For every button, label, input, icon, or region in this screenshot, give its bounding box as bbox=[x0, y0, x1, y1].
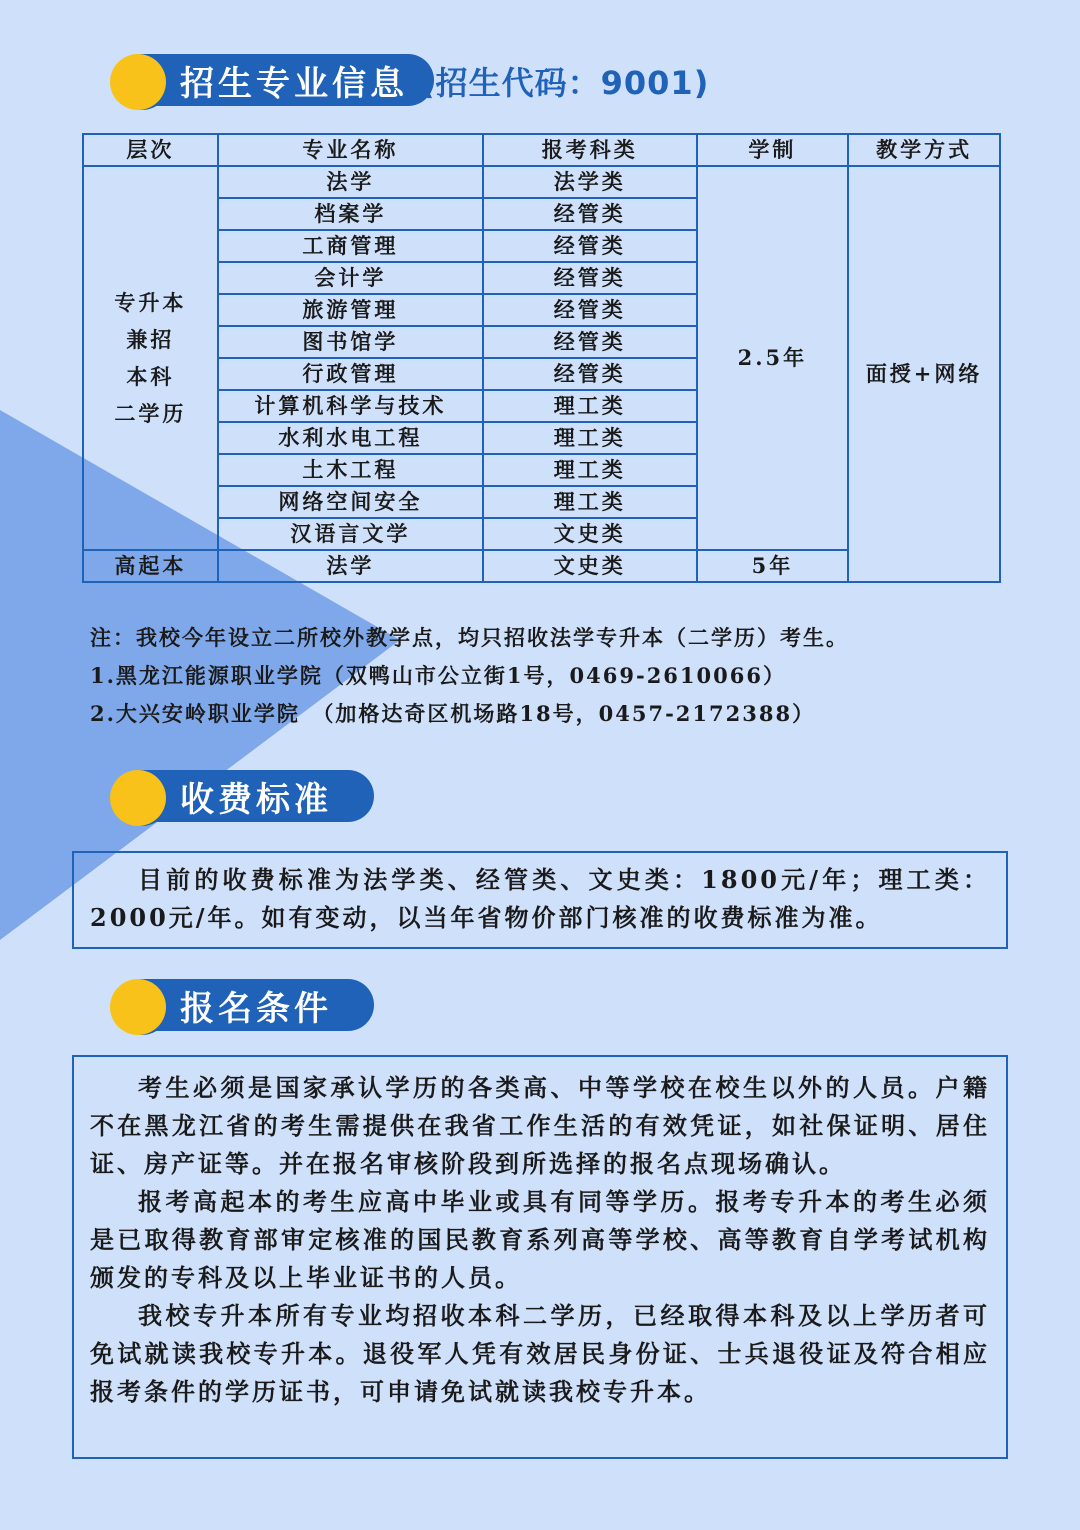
note-location-2: 2.大兴安岭职业学院 （加格达奇区机场路18号，0457-2172388） bbox=[90, 701, 816, 726]
major-cell: 会计学 bbox=[218, 262, 483, 294]
requirements-paragraph-1: 考生必须是国家承认学历的各类高、中等学校在校生以外的人员。户籍不在黑龙江省的考生需提供在我省工作生活的有效凭证，如社保证明、居住证、房产证等。并在报名审核阶段到所选择的报名点现场确认。 bbox=[90, 1073, 990, 1178]
note-location-1: 1.黑龙江能源职业学院（双鸭山市公立街1号，0469-2610066） bbox=[90, 663, 786, 688]
category-cell: 理工类 bbox=[483, 454, 696, 486]
note-line: 注：我校今年设立二所校外教学点，均只招收法学专升本（二学历）考生。 bbox=[90, 625, 849, 650]
category-cell: 文史类 bbox=[483, 518, 696, 550]
major-cell: 计算机科学与技术 bbox=[218, 390, 483, 422]
category-cell: 经管类 bbox=[483, 358, 696, 390]
major-cell: 图书馆学 bbox=[218, 326, 483, 358]
section-title: 报名条件 bbox=[140, 979, 374, 1031]
majors-table bbox=[82, 133, 1001, 583]
duration-cell: 2.5年 bbox=[697, 166, 849, 550]
category-cell: 经管类 bbox=[483, 230, 696, 262]
category-cell: 理工类 bbox=[483, 390, 696, 422]
major-cell: 行政管理 bbox=[218, 358, 483, 390]
category-cell: 法学类 bbox=[483, 166, 696, 198]
category-cell: 经管类 bbox=[483, 326, 696, 358]
table-body bbox=[83, 166, 1000, 582]
major-cell: 档案学 bbox=[218, 198, 483, 230]
bullet-circle-icon bbox=[110, 770, 166, 826]
header-teaching-mode: 教学方式 bbox=[848, 134, 1000, 166]
major-cell: 网络空间安全 bbox=[218, 486, 483, 518]
duration-cell: 5年 bbox=[697, 550, 849, 582]
section-header-majors bbox=[110, 54, 710, 110]
table-row bbox=[83, 166, 1000, 198]
category-cell: 理工类 bbox=[483, 422, 696, 454]
bullet-circle-icon bbox=[110, 979, 166, 1035]
level-cell: 高起本 bbox=[83, 550, 218, 582]
requirements-box bbox=[72, 1055, 1008, 1459]
major-cell: 法学 bbox=[218, 550, 483, 582]
header-duration: 学制 bbox=[697, 134, 849, 166]
requirements-paragraph-3: 我校专升本所有专业均招收本科二学历，已经取得本科及以上学历者可免试就读我校专升本。退役军人凭有效居民身份证、士兵退役证及符合相应报考条件的学历证书，可申请免试就读我校专升本。 bbox=[90, 1301, 990, 1406]
level-cell bbox=[83, 166, 218, 550]
requirements-paragraph-2: 报考高起本的考生应高中毕业或具有同等学历。报考专升本的考生必须是已取得教育部审定核准的国民教育系列高等学校、高等教育自学考试机构颁发的专科及以上毕业证书的人员。 bbox=[90, 1187, 990, 1292]
major-cell: 土木工程 bbox=[218, 454, 483, 486]
teaching-mode-cell: 面授+网络 bbox=[848, 166, 1000, 582]
fees-text: 目前的收费标准为法学类、经管类、文史类：1800元/年；理工类：2000元/年。如有变动，以当年省物价部门核准的收费标准为准。 bbox=[90, 865, 990, 932]
category-cell: 经管类 bbox=[483, 262, 696, 294]
section-title: 收费标准 bbox=[140, 770, 374, 822]
category-cell: 经管类 bbox=[483, 198, 696, 230]
category-cell: 经管类 bbox=[483, 294, 696, 326]
bullet-circle-icon bbox=[110, 54, 166, 110]
section-header-fees bbox=[110, 770, 410, 826]
header-category: 报考科类 bbox=[483, 134, 696, 166]
category-cell: 文史类 bbox=[483, 550, 696, 582]
category-cell: 理工类 bbox=[483, 486, 696, 518]
table-header-row bbox=[83, 134, 1000, 166]
major-cell: 工商管理 bbox=[218, 230, 483, 262]
header-major: 专业名称 bbox=[218, 134, 483, 166]
level-line: 专升本 bbox=[114, 290, 187, 315]
header-level: 层次 bbox=[83, 134, 218, 166]
major-cell: 水利水电工程 bbox=[218, 422, 483, 454]
major-cell: 旅游管理 bbox=[218, 294, 483, 326]
major-cell: 汉语言文学 bbox=[218, 518, 483, 550]
fees-box bbox=[72, 851, 1008, 949]
level-line: 兼招 bbox=[126, 327, 175, 352]
major-cell: 法学 bbox=[218, 166, 483, 198]
level-line: 二学历 bbox=[114, 401, 187, 426]
section-title: 招生专业信息 bbox=[140, 54, 434, 106]
level-line: 本科 bbox=[126, 364, 175, 389]
section-header-requirements bbox=[110, 979, 410, 1035]
enrollment-code: (招生代码：9001) bbox=[420, 64, 710, 102]
